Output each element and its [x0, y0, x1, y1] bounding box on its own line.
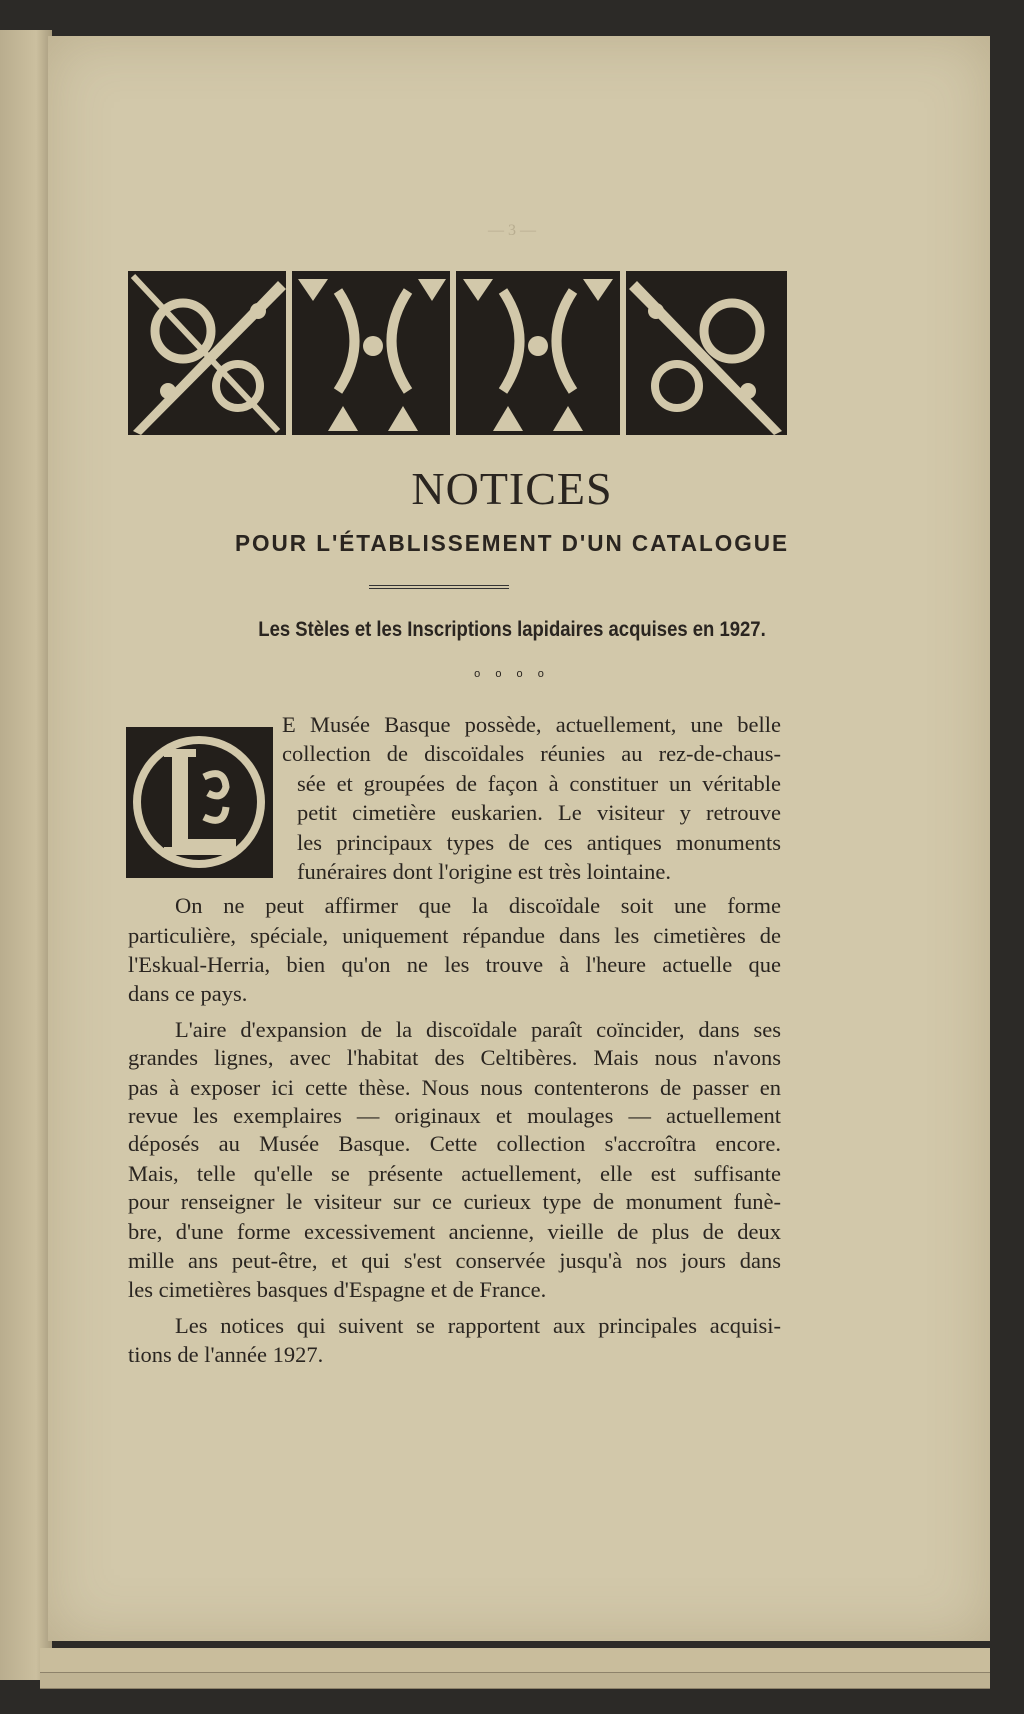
body-line: collection de discoïdales réunies au rez-de-chaus- — [282, 741, 781, 766]
body-line: les principaux types de ces antiques monuments — [297, 830, 781, 855]
body-line: L'aire d'expansion de la discoïdale paraît coïncider, dans ses — [175, 1017, 781, 1042]
body-line: tions de l'année 1927. — [128, 1342, 324, 1367]
body-line: pour renseigner le visiteur sur ce curieux type de monument funè- — [128, 1189, 781, 1214]
body-line: On ne peut affirmer que la discoïdale soit une forme — [175, 893, 781, 918]
body-line: Mais, telle qu'elle se présente actuellement, elle est suffisante — [128, 1161, 781, 1186]
ornamental-drop-cap-L — [126, 727, 273, 878]
body-line: particulière, spéciale, uniquement répandue dans les cimetières de — [128, 923, 781, 948]
body-line: E Musée Basque possède, actuellement, une belle — [282, 712, 781, 737]
body-line: dans ce pays. — [128, 981, 248, 1006]
page-title: NOTICES — [411, 463, 613, 514]
facing-page-edge — [0, 30, 52, 1680]
decorative-ornament-band — [128, 271, 787, 435]
separator-dots: o o o o — [474, 668, 550, 680]
page-subtitle: POUR L'ÉTABLISSEMENT D'UN CATALOGUE — [235, 530, 789, 556]
body-line: mille ans peut-être, et qui s'est conservée jusqu'à nos jours dans — [128, 1248, 781, 1273]
body-line: bre, d'une forme excessivement ancienne, vieille de plus de deux — [128, 1219, 781, 1244]
double-rule-divider — [369, 585, 509, 589]
body-line: l'Eskual-Herria, bien qu'on ne les trouve à l'heure actuelle que — [128, 952, 781, 977]
body-line: sée et groupées de façon à constituer un véritable — [297, 771, 781, 796]
body-line: déposés au Musée Basque. Cette collection s'accroîtra encore. — [128, 1131, 781, 1156]
body-line: les cimetières basques d'Espagne et de France. — [128, 1277, 547, 1302]
body-line: Les notices qui suivent se rapportent aux principales acquisi- — [175, 1313, 781, 1338]
body-line: revue les exemplaires — originaux et moulages — actuellement — [128, 1103, 781, 1128]
section-heading: Les Stèles et les Inscriptions lapidaires acquises en 1927. — [258, 618, 766, 641]
page-stack-edge — [40, 1648, 990, 1673]
body-line: petit cimetière euskarien. Le visiteur y retrouve — [297, 800, 781, 825]
body-line: pas à exposer ici cette thèse. Nous nous contenterons de passer en — [128, 1075, 781, 1100]
page-number: — 3 — — [488, 222, 536, 239]
body-line: funéraires dont l'origine est très lointaine. — [297, 859, 671, 884]
body-line: grandes lignes, avec l'habitat des Celtibères. Mais nous n'avons — [128, 1045, 781, 1070]
